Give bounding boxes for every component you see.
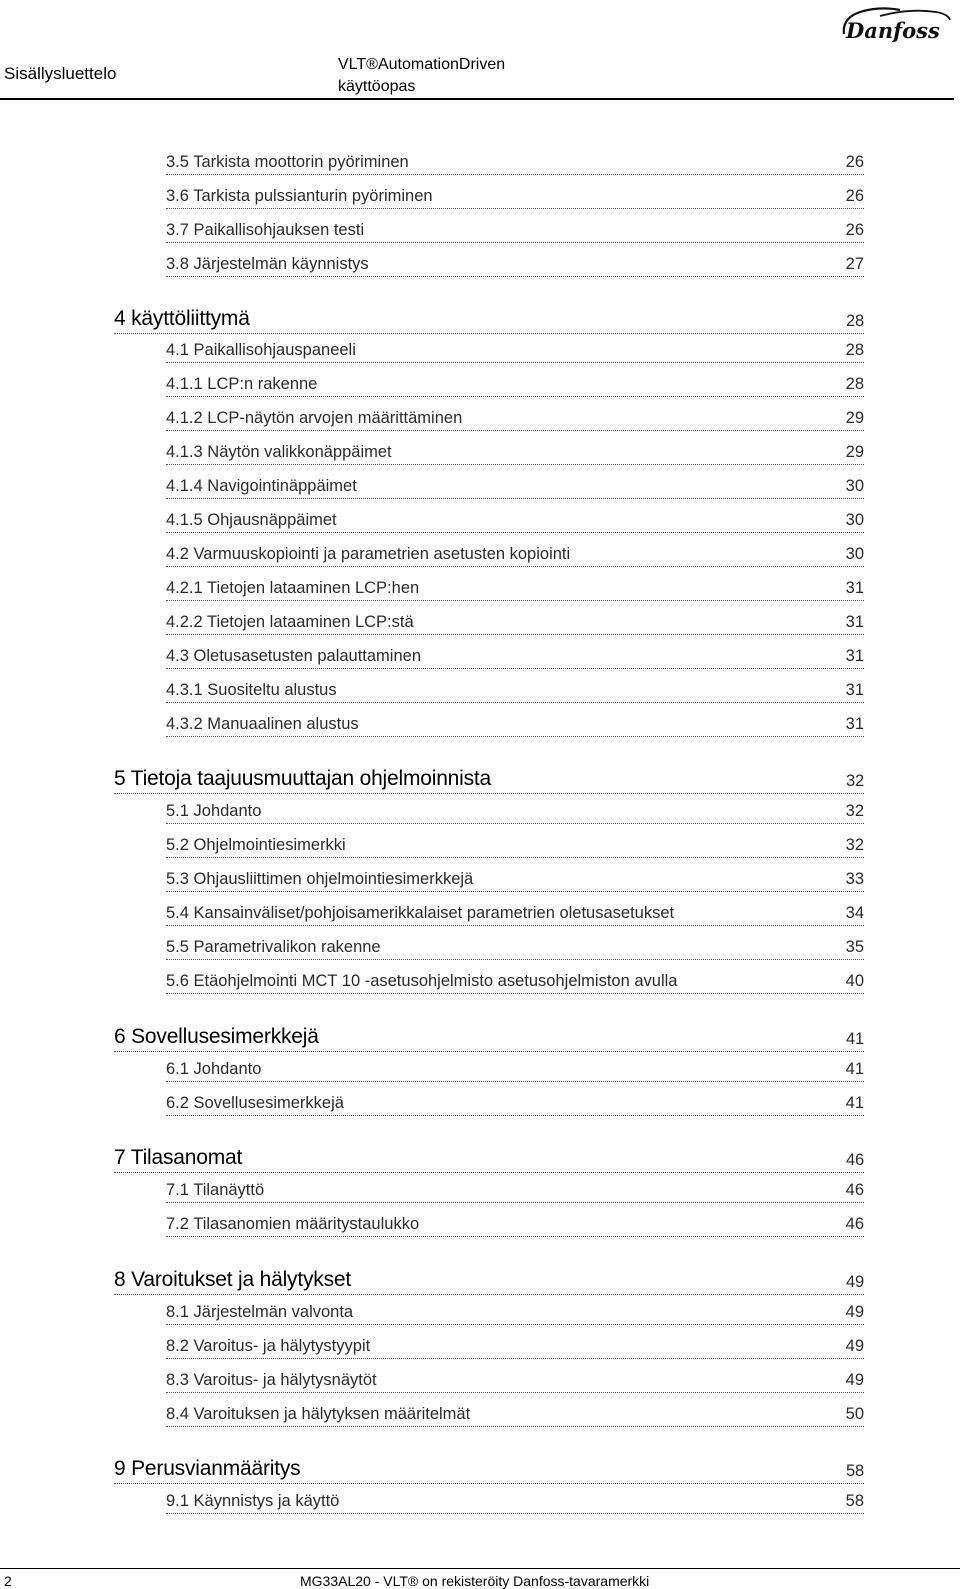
toc-entry-label: 3.6 Tarkista pulssianturin pyöriminen <box>166 187 433 205</box>
toc-entry[interactable] <box>166 254 864 277</box>
toc-entry-label: 3.8 Järjestelmän käynnistys <box>166 255 369 273</box>
toc-entry-page: 58 <box>846 1462 864 1480</box>
toc-entry-label: 4.1.3 Näytön valikkonäppäimet <box>166 443 392 461</box>
toc-entry-page: 31 <box>845 647 864 665</box>
toc-entry-label: 4.1.5 Ohjausnäppäimet <box>166 511 337 529</box>
toc-entry-label: 5.3 Ohjausliittimen ohjelmointiesimerkkejä <box>166 870 474 888</box>
toc-entry[interactable] <box>166 476 864 499</box>
toc-entry-page: 46 <box>846 1151 864 1169</box>
toc-entry-label: 4.2.2 Tietojen lataaminen LCP:stä <box>166 613 414 631</box>
header-rule <box>0 98 954 100</box>
toc-entry-label: 4 käyttöliittymä <box>114 307 250 330</box>
toc-entry-page: 32 <box>845 802 864 820</box>
toc-entry-label: 9.1 Käynnistys ja käyttö <box>166 1492 340 1510</box>
toc-entry[interactable] <box>166 1180 864 1203</box>
toc-entry-page: 31 <box>845 715 864 733</box>
toc-chapter[interactable] <box>114 765 864 794</box>
toc-chapter[interactable] <box>114 1266 864 1295</box>
toc-entry-label: 4.3 Oletusasetusten palauttaminen <box>166 647 422 665</box>
page-header <box>0 0 960 100</box>
toc-entry-page: 46 <box>845 1181 864 1199</box>
toc-entry-label: 8 Varoitukset ja hälytykset <box>114 1268 351 1291</box>
toc-entry-label: 5 Tietoja taajuusmuuttajan ohjelmoinnista <box>114 767 492 790</box>
toc-entry-label: 3.7 Paikallisohjauksen testi <box>166 221 365 239</box>
toc-entry-page: 27 <box>845 255 864 273</box>
toc-chapter[interactable] <box>114 1023 864 1052</box>
toc-entry-page: 41 <box>846 1030 864 1048</box>
toc-entry-page: 35 <box>845 938 864 956</box>
toc-entry-label: 4.2.1 Tietojen lataaminen LCP:hen <box>166 579 420 597</box>
toc-entry[interactable] <box>166 510 864 533</box>
toc-entry-page: 58 <box>845 1492 864 1510</box>
toc-entry[interactable] <box>166 971 864 994</box>
toc-entry-page: 28 <box>845 341 864 359</box>
toc-entry-page: 49 <box>845 1303 864 1321</box>
toc-chapter[interactable] <box>114 1455 864 1484</box>
footer-trademark: MG33AL20 - VLT® on rekisteröity Danfoss-tavaramerkki <box>300 1573 650 1589</box>
toc-entry-page: 29 <box>845 443 864 461</box>
toc-entry[interactable] <box>166 408 864 431</box>
toc-chapter[interactable] <box>114 305 864 334</box>
toc-entry-page: 30 <box>845 511 864 529</box>
toc-entry[interactable] <box>166 152 864 175</box>
toc-entry-page: 41 <box>845 1094 864 1112</box>
toc-entry[interactable] <box>166 680 864 703</box>
toc-entry-label: 5.5 Parametrivalikon rakenne <box>166 938 381 956</box>
toc-entry-page: 49 <box>846 1273 864 1291</box>
toc-entry-page: 41 <box>845 1060 864 1078</box>
toc-entry[interactable] <box>166 186 864 209</box>
toc-entry[interactable] <box>166 937 864 960</box>
toc-entry-label: 9 Perusvianmääritys <box>114 1457 301 1480</box>
toc-entry-label: 5.4 Kansainväliset/pohjoisamerikkalaiset parametrien oletusasetukset <box>166 904 675 922</box>
toc-entry-page: 49 <box>845 1371 864 1389</box>
toc-entry-label: 7.2 Tilasanomien määritystaulukko <box>166 1215 420 1233</box>
toc-entry[interactable] <box>166 220 864 243</box>
toc-chapter[interactable] <box>114 1144 864 1173</box>
toc-entry-label: 3.5 Tarkista moottorin pyöriminen <box>166 153 409 171</box>
toc-entry-page: 46 <box>845 1215 864 1233</box>
toc-entry[interactable] <box>166 1302 864 1325</box>
toc-entry-label: 6.1 Johdanto <box>166 1060 262 1078</box>
toc-entry-label: 4.2 Varmuuskopiointi ja parametrien asetusten kopiointi <box>166 545 571 563</box>
toc-entry-label: 7 Tilasanomat <box>114 1146 243 1169</box>
toc-entry[interactable] <box>166 1059 864 1082</box>
toc-entry-label: 7.1 Tilanäyttö <box>166 1181 265 1199</box>
toc-entry-label: 4.1 Paikallisohjauspaneeli <box>166 341 356 359</box>
toc-entry[interactable] <box>166 374 864 397</box>
toc-entry[interactable] <box>166 612 864 635</box>
toc-entry[interactable] <box>166 646 864 669</box>
danfoss-logo <box>840 4 952 46</box>
toc-entry-page: 32 <box>846 772 864 790</box>
toc-entry-page: 29 <box>845 409 864 427</box>
toc-entry[interactable] <box>166 1404 864 1427</box>
toc-entry[interactable] <box>166 544 864 567</box>
toc-entry[interactable] <box>166 1370 864 1393</box>
toc-entry[interactable] <box>166 1491 864 1514</box>
toc-entry-page: 26 <box>845 187 864 205</box>
toc-entry[interactable] <box>166 340 864 363</box>
toc-entry-label: 8.3 Varoitus- ja hälytysnäytöt <box>166 1371 377 1389</box>
document-title-line2: käyttöopas <box>338 78 416 95</box>
toc-entry-page: 31 <box>845 613 864 631</box>
toc-entry-page: 30 <box>845 477 864 495</box>
toc-entry-label: 4.3.2 Manuaalinen alustus <box>166 715 359 733</box>
toc-entry-page: 31 <box>845 681 864 699</box>
toc-entry-label: 5.2 Ohjelmointiesimerkki <box>166 836 346 854</box>
footer-page-number: 2 <box>4 1573 12 1589</box>
toc-entry-label: 4.1.4 Navigointinäppäimet <box>166 477 357 495</box>
toc-entry-page: 30 <box>845 545 864 563</box>
toc-entry[interactable] <box>166 869 864 892</box>
toc-entry-page: 28 <box>846 312 864 330</box>
toc-entry-page: 40 <box>845 972 864 990</box>
toc-entry[interactable] <box>166 1214 864 1237</box>
toc-entry-label: 5.6 Etäohjelmointi MCT 10 -asetusohjelmisto asetusohjelmiston avulla <box>166 972 678 990</box>
toc-entry[interactable] <box>166 1093 864 1116</box>
toc-entry-page: 49 <box>845 1337 864 1355</box>
footer-rule <box>0 1568 960 1569</box>
document-title <box>338 54 505 98</box>
toc-entry[interactable] <box>166 1336 864 1359</box>
toc-entry-label: 5.1 Johdanto <box>166 802 262 820</box>
section-title: Sisällysluettelo <box>4 64 117 83</box>
toc-entry[interactable] <box>166 903 864 926</box>
toc-entry-page: 26 <box>845 153 864 171</box>
toc-entry-page: 32 <box>845 836 864 854</box>
svg-text:Danfoss: Danfoss <box>846 18 940 43</box>
toc-entry-label: 6 Sovellusesimerkkejä <box>114 1025 319 1048</box>
toc-entry-label: 8.2 Varoitus- ja hälytystyypit <box>166 1337 371 1355</box>
document-title-line1: VLT®AutomationDriven <box>338 56 506 73</box>
toc-entry-page: 28 <box>845 375 864 393</box>
toc-entry[interactable] <box>166 801 864 824</box>
toc-entry-page: 34 <box>845 904 864 922</box>
toc-entry-page: 31 <box>845 579 864 597</box>
toc-entry[interactable] <box>166 714 864 737</box>
toc-entry-page: 26 <box>845 221 864 239</box>
toc-entry[interactable] <box>166 578 864 601</box>
toc-entry-label: 4.3.1 Suositeltu alustus <box>166 681 337 699</box>
toc-entry-label: 4.1.2 LCP-näytön arvojen määrittäminen <box>166 409 463 427</box>
toc-entry-label: 8.1 Järjestelmän valvonta <box>166 1303 354 1321</box>
toc-entry-page: 50 <box>845 1405 864 1423</box>
toc-entry-label: 8.4 Varoituksen ja hälytyksen määritelmät <box>166 1405 471 1423</box>
toc-entry[interactable] <box>166 835 864 858</box>
toc-entry-page: 33 <box>845 870 864 888</box>
toc-entry[interactable] <box>166 442 864 465</box>
toc-entry-label: 6.2 Sovellusesimerkkejä <box>166 1094 344 1112</box>
toc-entry-label: 4.1.1 LCP:n rakenne <box>166 375 318 393</box>
